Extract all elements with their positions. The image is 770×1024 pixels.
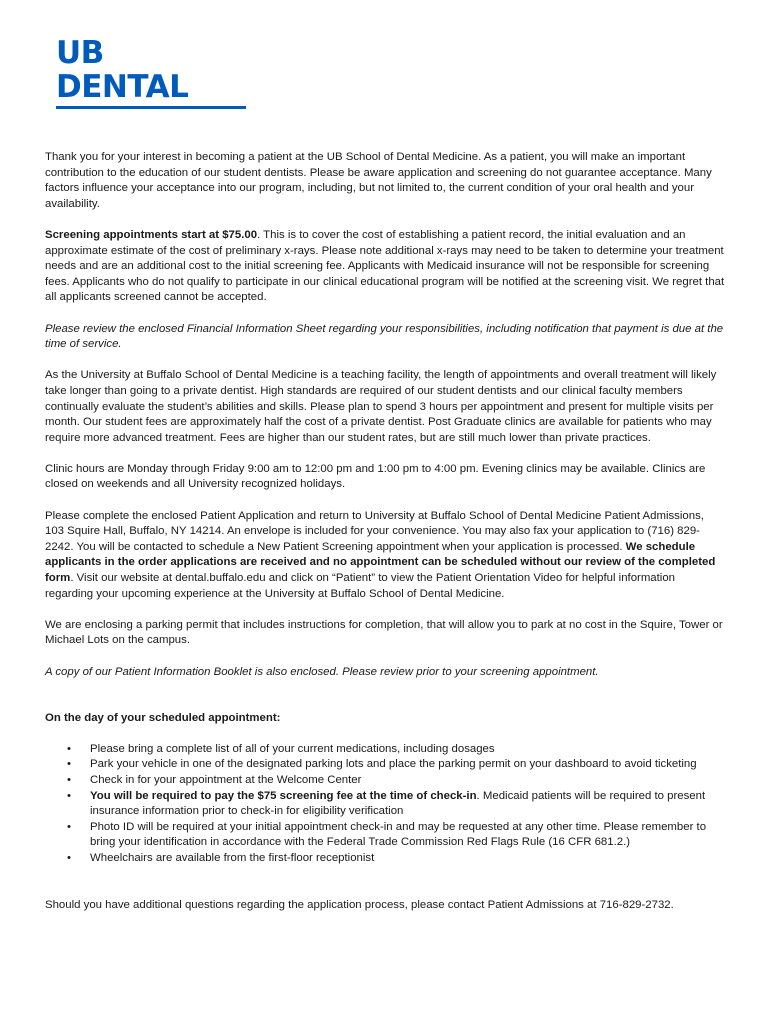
screening-cost-bold: Screening appointments start at $75.00 — [45, 228, 258, 241]
clinic-hours-paragraph: Clinic hours are Monday through Friday 9:00 am to 12:00 pm and 1:00 pm to 4:00 pm. Evening clinics may be available. Clinics are closed on weekends and all University recognized holidays. — [45, 462, 706, 491]
list-item: • Please bring a complete list of all of your current medications, including dosages — [45, 742, 725, 758]
appointment-day-heading: On the day of your scheduled appointment: — [45, 712, 281, 725]
list-item: • Park your vehicle in one of the designated parking lots and place the parking permit on your dashboard to avoid ticketing — [45, 757, 725, 773]
application-website-info: . Visit our website at dental.buffalo.edu and click on “Patient” to view the Patient Orientation Video for helpful information regarding your upcoming experience at the University at Buffalo School of Dental Medicine. — [45, 572, 676, 600]
screening-paragraph — [45, 228, 725, 306]
bullet-icon: • — [67, 758, 71, 771]
appointment-checklist — [45, 742, 725, 867]
closing-paragraph: Should you have additional questions regarding the application process, please contact Patient Admissions at 716-829-2732. — [45, 898, 674, 911]
bullet-icon: • — [67, 820, 71, 833]
financial-note: Please review the enclosed Financial Information Sheet regarding your responsibilities, including notification that payment is due at the time of service. — [45, 322, 724, 351]
list-item: • Photo ID will be required at your initial appointment check-in and may be requested at any other time. Please remember to bring your identification in accordance with the Federal Trade Commission Red Flags Rule (16 CFR 681.2.) — [67, 820, 707, 849]
screening-details: . This is to cover the cost of establishing a patient record, the initial evaluation and an approximate estimate of the cost of preliminary x-rays. Please note additional x-rays may need to be taken to determine your treatment needs and are an additional cost to the initial screening fee. Applicants with Medicaid insurance will not be responsible for screening fees. Applicants who do not qualify to participate in our clinical educational program will be notified at the screening visit. We regret that all applicants screened cannot be accepted. — [45, 228, 725, 304]
bullet-icon: • — [67, 789, 71, 802]
letter-body — [45, 150, 725, 929]
list-item: • Wheelchairs are available from the first-floor receptionist — [45, 851, 725, 867]
parking-paragraph: We are enclosing a parking permit that includes instructions for completion, that will allow you to park at no cost in the Squire, Tower or Michael Lots on the campus. — [45, 618, 723, 647]
logo-text: UB DENTAL — [56, 35, 189, 105]
intro-paragraph: Thank you for your interest in becoming a patient at the UB School of Dental Medicine. As a patient, you will make an important contribution to the education of our student dentists. Please be aware application and screening do not guarantee acceptance. Many factors influence your acceptance into our program, including, but not limited to, the current condition of your oral health and your availability. — [45, 151, 712, 210]
bullet-icon: • — [67, 773, 71, 786]
application-instructions: Please complete the enclosed Patient Application and return to University at Buffalo School of Dental Medicine Patient Admissions, 103 Squire Hall, Buffalo, NY 14214. An envelope is included for your convenience. You may also fax your application to (716) 829-2242. You will be contacted to schedule a New Patient Screening appointment when your application is processed. — [45, 509, 704, 553]
list-item: • Check in for your appointment at the Welcome Center — [45, 773, 725, 789]
booklet-note: A copy of our Patient Information Booklet is also enclosed. Please review prior to your screening appointment. — [45, 665, 599, 678]
list-item: • You will be required to pay the $75 screening fee at the time of check-in. Medicaid patients will be required to present insurance information prior to check-in for eligibility verification — [67, 789, 706, 818]
bullet-icon: • — [67, 851, 71, 864]
application-paragraph — [45, 509, 725, 603]
logo-underline — [56, 106, 246, 109]
bullet-icon: • — [67, 742, 71, 755]
teaching-facility-paragraph: As the University at Buffalo School of Dental Medicine is a teaching facility, the length of appointments and overall treatment will likely take longer than going to a private dentist. High standards are required of our student dentists and our clinical faculty members continually evaluate the student’s abilities and skills. Please plan to spend 3 hours per appointment and present for multiple visits per month. Our student fees are approximately half the cost of a private dentist. Post Graduate clinics are available for patients who may require more advanced treatment. Fees are higher than our student rates, but are still much lower than private practices. — [45, 369, 717, 444]
screening-fee-bold: You will be required to pay the $75 screening fee at the time of check-in — [90, 789, 477, 802]
ub-dental-logo — [56, 36, 246, 109]
scheduling-policy-bold: We schedule applicants in the order applications are received and no appointment can be scheduled without our review of the completed form — [45, 540, 716, 585]
